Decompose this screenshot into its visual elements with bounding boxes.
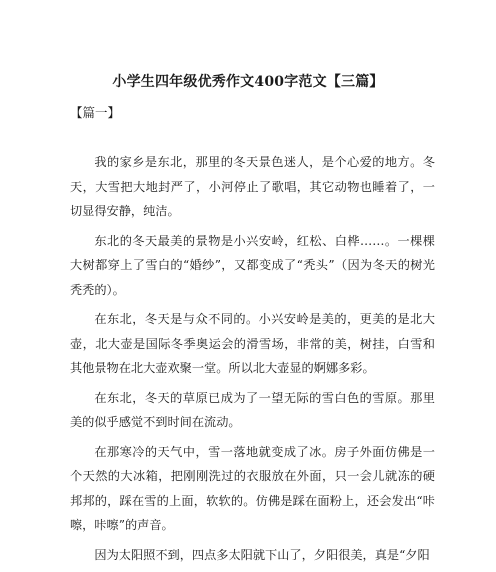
- section-label: 【篇一】: [70, 105, 121, 120]
- paragraph-4: 在东北，冬天的草原已成为了一望无际的雪白色的雪原。那里美的似乎感觉不到时间在流动。: [70, 390, 435, 429]
- paragraph-5: 在那寒冷的天气中，雪一落地就变成了冰。房子外面仿佛是一个天然的大冰箱，把刚刚洗过的衣服放在外面，只一会儿就冻的硬邦邦的，踩在雪的上面，软软的。仿佛是踩在面粉上，还会发出“咔嚓，咔嚓”的声音。: [70, 444, 435, 532]
- paragraph-2: 东北的冬天最美的景物是小兴安岭，红松、白桦……。一棵棵大树都穿上了雪白的“婚纱”，又都变成了“秃头”（因为冬天的树光秃秃的）。: [70, 233, 435, 297]
- paragraph-6: 因为太阳照不到，四点多太阳就下山了，夕阳很美，真是“夕阳: [94, 547, 430, 562]
- paragraph-3: 在东北，冬天是与众不同的。小兴安岭是美的，更美的是北大壶，北大壶是国际冬季奥运会的滑雪场，非常的美，树挂，白雪和其他景物在北大壶欢聚一堂。所以北大壶显的婀娜多彩。: [70, 312, 435, 375]
- document-title: 小学生四年级优秀作文400字范文【三篇】: [112, 74, 384, 90]
- paragraph-1: 我的家乡是东北，那里的冬天景色迷人，是个心爱的地方。冬天，大雪把大地封严了，小河停止了歌唱，其它动物也睡着了，一切显得安静，纯洁。: [70, 155, 435, 218]
- document-body: [70, 150, 435, 572]
